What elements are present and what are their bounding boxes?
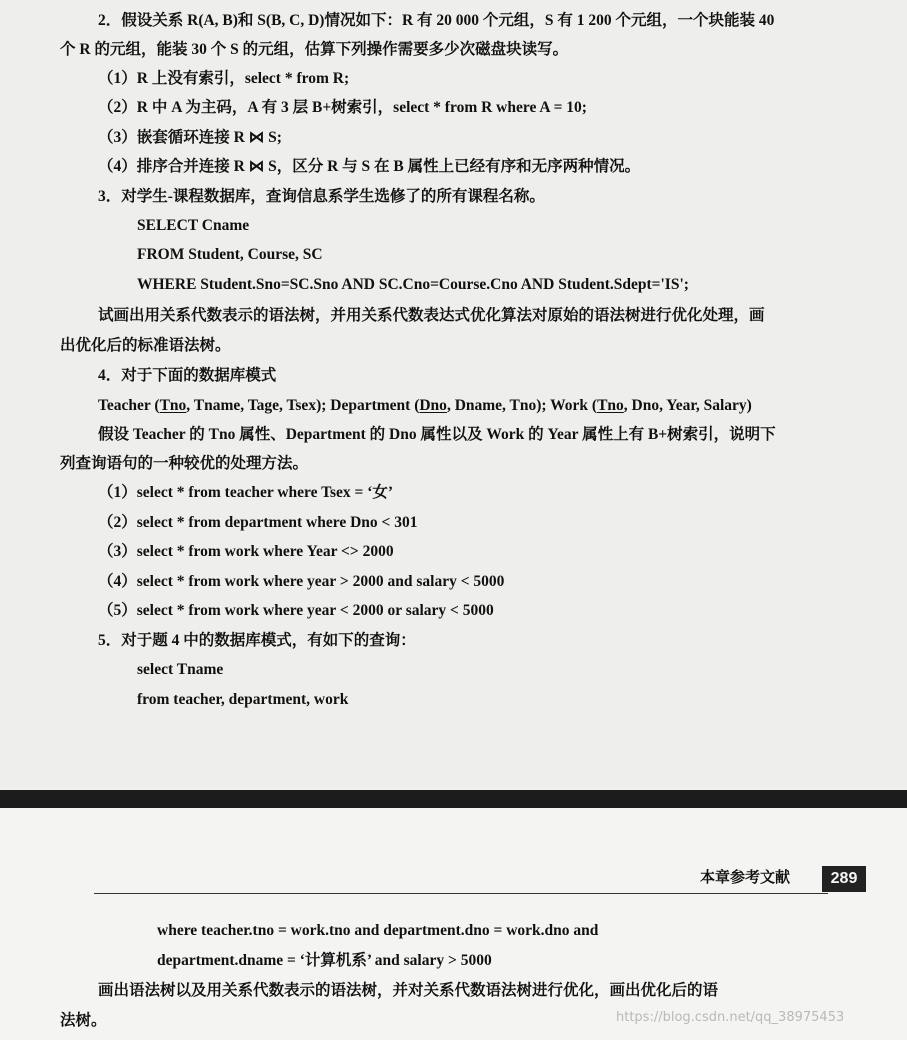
- question-2-item-3: （3）嵌套循环连接 R ⋈ S;: [98, 129, 282, 146]
- question-4-line-2: 假设 Teacher 的 Tno 属性、Department 的 Dno 属性以及 Work 的 Year 属性上有 B+树索引，说明下: [98, 426, 776, 443]
- question-2-line-2: 个 R 的元组，能装 30 个 S 的元组，估算下列操作需要多少次磁盘块读写。: [60, 41, 569, 58]
- question-3-line-2: 试画出用关系代数表示的语法树，并用关系代数表达式优化算法对原始的语法树进行优化处理，画: [98, 307, 765, 324]
- question-5-sql-and: department.dname = ‘计算机系’ and salary > 5000: [157, 952, 492, 969]
- question-3-sql-select: SELECT Cname: [137, 217, 250, 234]
- question-2-line-1: 2．假设关系 R(A, B)和 S(B, C, D)情况如下：R 有 20 000 个元组，S 有 1 200 个元组，一个块能装 40: [98, 12, 775, 29]
- question-5-line-1: 5．对于题 4 中的数据库模式，有如下的查询：: [98, 632, 416, 649]
- question-3-sql-from: FROM Student, Course, SC: [137, 246, 323, 263]
- question-4-item-4: （4）select * from work where year > 2000 and salary < 5000: [98, 573, 505, 590]
- schema-key-attribute: Tno: [159, 397, 187, 414]
- question-4-item-1: （1）select * from teacher where Tsex = ‘女’: [98, 484, 394, 501]
- question-5-sql-select: select Tname: [137, 661, 224, 678]
- question-2-item-1: （1）R 上没有索引，select * from R;: [98, 70, 350, 87]
- schema-key-attribute: Dno: [419, 397, 447, 414]
- question-3-line-1: 3．对学生-课程数据库，查询信息系学生选修了的所有课程名称。: [98, 188, 545, 205]
- schema-key-attribute: Tno: [597, 397, 624, 414]
- page-divider: [0, 790, 907, 808]
- question-2-item-2: （2）R 中 A 为主码，A 有 3 层 B+树索引，select * from R where A = 10;: [98, 99, 587, 116]
- question-5-sql-where: where teacher.tno = work.tno and department.dno = work.dno and: [157, 922, 599, 939]
- chapter-references-title: 本章参考文献: [700, 870, 791, 886]
- schema-text: , Tname, Tage, Tsex); Department (: [186, 397, 420, 414]
- question-4-line-3: 列查询语句的一种较优的处理方法。: [60, 455, 309, 472]
- question-4-line-1: 4．对于下面的数据库模式: [98, 367, 277, 384]
- header-rule: [94, 893, 828, 894]
- question-5-sql-from: from teacher, department, work: [137, 691, 349, 708]
- question-3-sql-where: WHERE Student.Sno=SC.Sno AND SC.Cno=Course.Cno AND Student.Sdept='IS';: [137, 276, 689, 293]
- question-5-line-2: 画出语法树以及用关系代数表示的语法树，并对关系代数语法树进行优化，画出优化后的语: [98, 982, 719, 999]
- question-4-item-3: （3）select * from work where Year <> 2000: [98, 543, 394, 560]
- schema-text: , Dname, Tno); Work (: [446, 397, 598, 414]
- question-3-line-3: 出优化后的标准语法树。: [60, 337, 231, 354]
- question-4-schema: [98, 395, 752, 417]
- question-5-line-3: 法树。: [60, 1012, 107, 1029]
- page-number: 289: [822, 866, 866, 892]
- question-2-item-4: （4）排序合并连接 R ⋈ S，区分 R 与 S 在 B 属性上已经有序和无序两种情况。: [98, 158, 641, 175]
- question-4-item-2: （2）select * from department where Dno < 301: [98, 514, 418, 531]
- question-4-item-5: （5）select * from work where year < 2000 or salary < 5000: [98, 602, 494, 619]
- watermark: https://blog.csdn.net/qq_38975453: [616, 1010, 845, 1025]
- schema-text: , Dno, Year, Salary): [623, 397, 752, 414]
- schema-text: Teacher (: [98, 397, 160, 414]
